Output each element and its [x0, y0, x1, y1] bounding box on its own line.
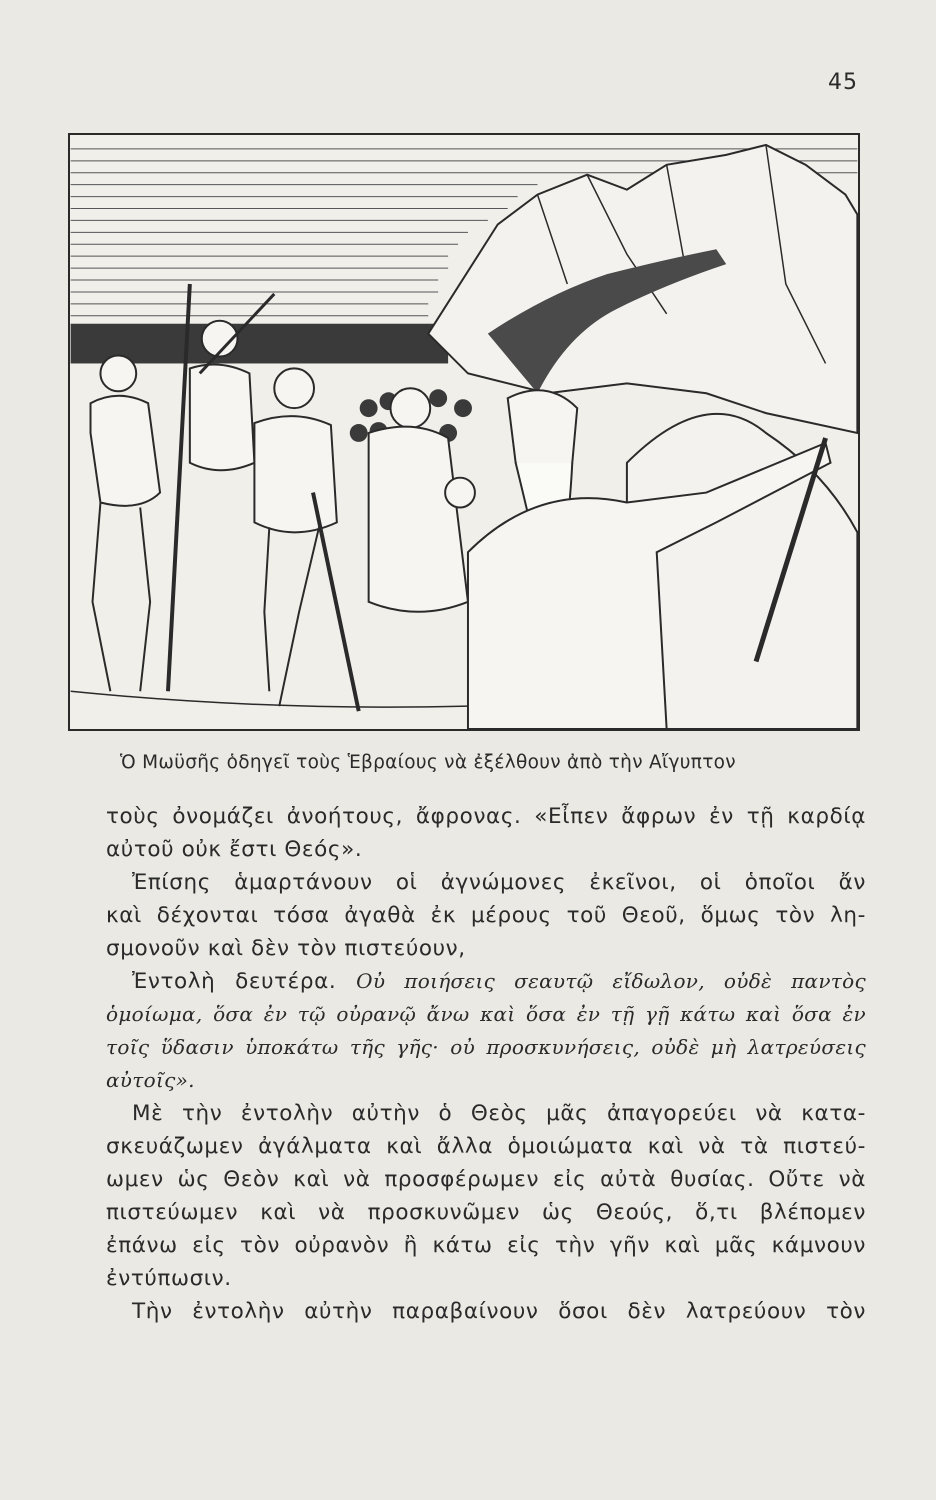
text-line: ἐντύπωσιν.	[106, 1266, 232, 1291]
commandment-label: Ἐντολὴ δευτέρα.	[132, 969, 337, 994]
commandment-quote-line: αὐτοῖς».	[106, 1068, 195, 1092]
text-line: Τὴν ἐντολὴν αὐτὴν παραβαίνουν ὅσοι δὲν λατρεύουν τὸν	[132, 1299, 866, 1324]
body-text	[106, 800, 866, 1328]
text-line: σμονοῦν καὶ δὲν τὸν πιστεύουν,	[106, 936, 466, 961]
page-number: 45	[828, 70, 858, 95]
second-commandment-line	[106, 965, 866, 998]
commandment-quote: Οὐ ποιήσεις σεαυτῷ εἴδωλον, οὐδὲ παντὸς	[356, 969, 866, 993]
woman-with-child	[369, 388, 475, 611]
text-line: σκευάζωμεν ἀγάλματα καὶ ἄλλα ὁμοιώματα καὶ νὰ τὰ πιστεύ-	[106, 1134, 866, 1159]
text-line: ωμεν ὡς Θεὸν καὶ νὰ προσφέρωμεν εἰς αὐτὰ θυσίας. Οὔτε νὰ	[106, 1167, 866, 1192]
commandment-quote-line: ὁμοίωμα, ὅσα ἐν τῷ οὐρανῷ ἄνω καὶ ὅσα ἐν τῇ γῇ κάτω καὶ ὅσα ἐν	[106, 1002, 866, 1026]
text-line: καὶ δέχονται τόσα ἀγαθὰ ἐκ μέρους τοῦ Θεοῦ, ὅμως τὸν λη-	[106, 903, 866, 928]
text-line: πιστεύωμεν καὶ νὰ προσκυνῶμεν ὡς Θεούς, ὅ,τι βλέπομεν	[106, 1200, 866, 1225]
illustration-caption: Ὁ Μωϋσῆς ὁδηγεῖ τοὺς Ἑβραίους νὰ ἐξέλθουν ἀπὸ τὴν Αἴγυπτον	[120, 752, 736, 773]
text-line: τοὺς ὀνομάζει ἀνοήτους, ἄφρονας. «Εἶπεν ἄφρων ἐν τῇ καρδίᾳ	[106, 804, 866, 829]
text-line: Μὲ τὴν ἐντολὴν αὐτὴν ὁ Θεὸς μᾶς ἀπαγορεύει νὰ κατα-	[132, 1101, 866, 1126]
commandment-quote-line: τοῖς ὕδασιν ὑποκάτω τῆς γῆς· οὐ προσκυνήσεις, οὐδὲ μὴ λατρεύσεις	[106, 1035, 866, 1059]
moses-leading-israelites-illustration	[68, 133, 860, 731]
figure-left	[91, 356, 161, 692]
figure-young-man	[254, 368, 336, 706]
text-line: ἐπάνω εἰς τὸν οὐρανὸν ἢ κάτω εἰς τὴν γῆν καὶ μᾶς κάμνουν	[106, 1233, 866, 1258]
text-line: αὐτοῦ οὐκ ἔστι Θεός».	[106, 837, 363, 862]
text-line: Ἐπίσης ἁμαρτάνουν οἱ ἀγνώμονες ἐκεῖνοι, οἱ ὁποῖοι ἄν	[132, 870, 866, 895]
